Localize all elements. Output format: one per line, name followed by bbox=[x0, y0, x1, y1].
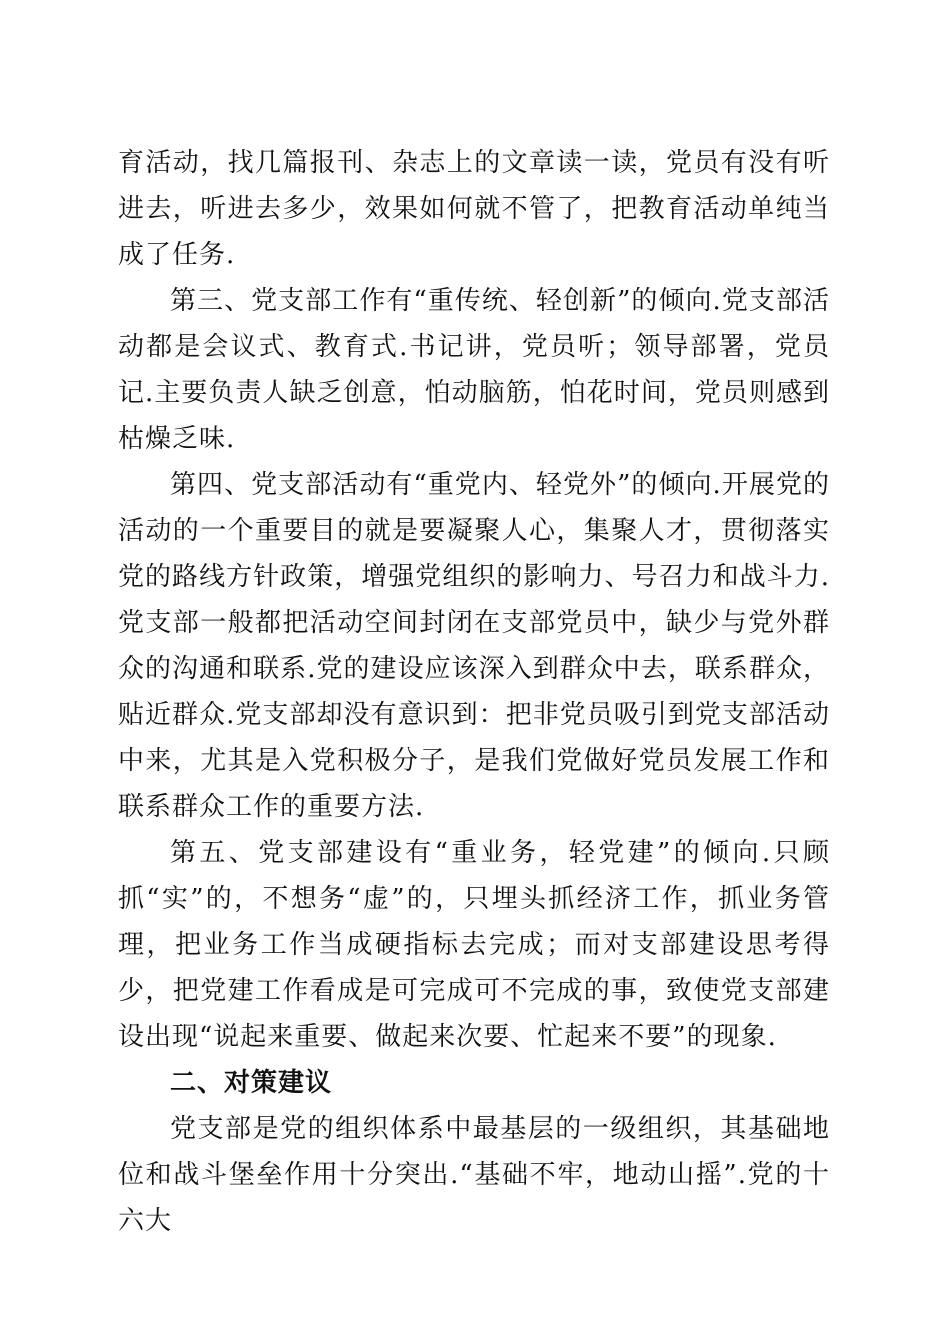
paragraph-fifth-tendency: 第五、党支部建设有“重业务，轻党建”的倾向.只顾抓“实”的，不想务“虚”的，只埋头抓经济工作，抓业务管理，把业务工作当成硬指标去完成；而对支部建设思考得少，把党建工作看成是可完成可不完成的事，致使党支部建设出现“说起来重要、做起来次要、忙起来不要”的现象. bbox=[118, 838, 830, 1052]
paragraph-fourth-tendency: 第四、党支部活动有“重党内、轻党外”的倾向.开展党的活动的一个重要目的就是要凝聚人心，集聚人才，贯彻落实党的路线方针政策，增强党组织的影响力、号召力和战斗力.党支部一般都把活动空间封闭在支部党员中，缺少与党外群众的沟通和联系.党的建设应该深入到群众中去，联系群众，贴近群众.党支部却没有意识到：把非党员吸引到党支部活动中来，尤其是入党积极分子，是我们党做好党员发展工作和联系群众工作的重要方法. bbox=[118, 470, 830, 822]
paragraph-countermeasures-intro: 党支部是党的组织体系中最基层的一级组织，其基础地位和战斗堡垒作用十分突出.“基础不牢，地动山摇”.党的十六大 bbox=[118, 1114, 830, 1236]
paragraph-third-tendency: 第三、党支部工作有“重传统、轻创新”的倾向.党支部活动都是会议式、教育式.书记讲，党员听；领导部署，党员记.主要负责人缺乏创意，怕动脑筋，怕花时间，党员则感到枯燥乏味. bbox=[118, 286, 830, 454]
section-heading: 二、对策建议 bbox=[170, 1068, 333, 1098]
document-body bbox=[118, 140, 830, 1244]
paragraph-continued: 育活动，找几篇报刊、杂志上的文章读一读，党员有没有听进去，听进去多少，效果如何就不管了，把教育活动单纯当成了任务. bbox=[118, 148, 830, 270]
